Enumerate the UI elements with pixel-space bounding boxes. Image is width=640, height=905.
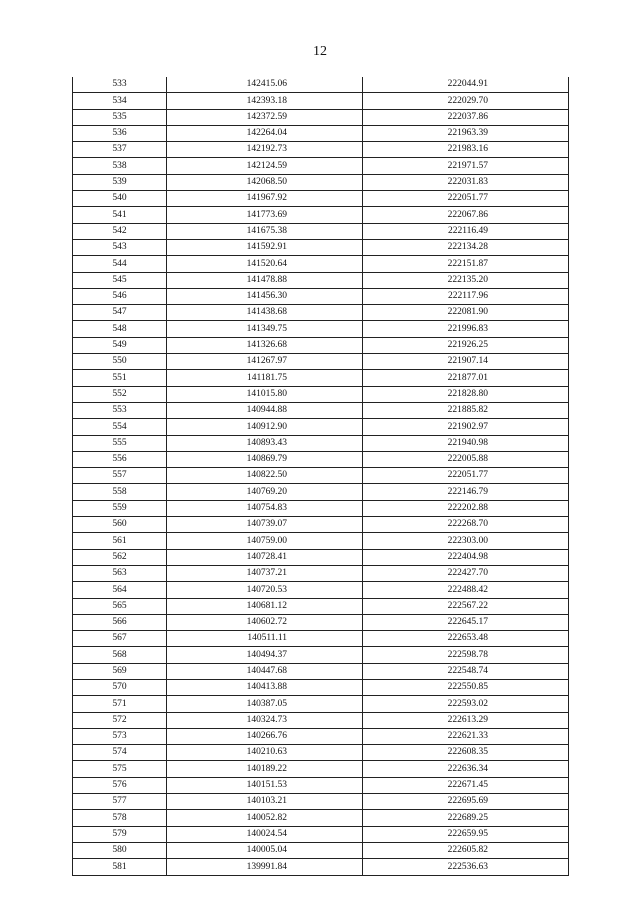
table-row [73,288,569,304]
point-number-cell: 534 [73,93,167,109]
y-coordinate-cell: 222550.85 [363,679,569,695]
table-row [73,223,569,239]
x-coordinate-cell: 141267.97 [167,354,363,370]
table-row [73,500,569,516]
table-row [73,370,569,386]
y-coordinate-cell: 222689.25 [363,810,569,826]
table-row [73,272,569,288]
table-row [73,777,569,793]
x-coordinate-cell: 141967.92 [167,191,363,207]
point-number-cell: 557 [73,468,167,484]
table-row [73,174,569,190]
point-number-cell: 575 [73,761,167,777]
point-number-cell: 541 [73,207,167,223]
y-coordinate-cell: 221907.14 [363,354,569,370]
table-row [73,549,569,565]
table-row [73,614,569,630]
y-coordinate-cell: 222268.70 [363,517,569,533]
point-number-cell: 547 [73,305,167,321]
coordinates-table-body [73,77,569,875]
point-number-cell: 568 [73,647,167,663]
x-coordinate-cell: 140869.79 [167,451,363,467]
x-coordinate-cell: 140189.22 [167,761,363,777]
y-coordinate-cell: 222548.74 [363,663,569,679]
table-row [73,794,569,810]
table-row [73,565,569,581]
y-coordinate-cell: 222067.86 [363,207,569,223]
y-coordinate-cell: 222488.42 [363,582,569,598]
x-coordinate-cell: 140769.20 [167,484,363,500]
x-coordinate-cell: 140494.37 [167,647,363,663]
y-coordinate-cell: 222695.69 [363,794,569,810]
point-number-cell: 537 [73,142,167,158]
y-coordinate-cell: 222005.88 [363,451,569,467]
point-number-cell: 545 [73,272,167,288]
point-number-cell: 549 [73,337,167,353]
x-coordinate-cell: 141181.75 [167,370,363,386]
table-row [73,158,569,174]
table-row [73,109,569,125]
x-coordinate-cell: 140912.90 [167,419,363,435]
x-coordinate-cell: 140266.76 [167,728,363,744]
point-number-cell: 535 [73,109,167,125]
point-number-cell: 561 [73,533,167,549]
point-number-cell: 565 [73,598,167,614]
point-number-cell: 536 [73,125,167,141]
table-row [73,533,569,549]
table-row [73,745,569,761]
table-row [73,826,569,842]
point-number-cell: 578 [73,810,167,826]
y-coordinate-cell: 222671.45 [363,777,569,793]
x-coordinate-cell: 141520.64 [167,256,363,272]
point-number-cell: 562 [73,549,167,565]
point-number-cell: 539 [73,174,167,190]
x-coordinate-cell: 140210.63 [167,745,363,761]
x-coordinate-cell: 140759.00 [167,533,363,549]
point-number-cell: 550 [73,354,167,370]
point-number-cell: 570 [73,679,167,695]
x-coordinate-cell: 140893.43 [167,435,363,451]
point-number-cell: 559 [73,500,167,516]
y-coordinate-cell: 222598.78 [363,647,569,663]
point-number-cell: 544 [73,256,167,272]
y-coordinate-cell: 222653.48 [363,631,569,647]
point-number-cell: 548 [73,321,167,337]
y-coordinate-cell: 222645.17 [363,614,569,630]
x-coordinate-cell: 141675.38 [167,223,363,239]
point-number-cell: 564 [73,582,167,598]
table-row [73,712,569,728]
table-row [73,239,569,255]
point-number-cell: 577 [73,794,167,810]
y-coordinate-cell: 221996.83 [363,321,569,337]
point-number-cell: 533 [73,77,167,93]
table-row [73,386,569,402]
table-row [73,582,569,598]
point-number-cell: 567 [73,631,167,647]
x-coordinate-cell: 140103.21 [167,794,363,810]
point-number-cell: 563 [73,565,167,581]
y-coordinate-cell: 222567.22 [363,598,569,614]
point-number-cell: 546 [73,288,167,304]
y-coordinate-cell: 222051.77 [363,191,569,207]
table-row [73,402,569,418]
point-number-cell: 551 [73,370,167,386]
table-row [73,663,569,679]
table-row [73,647,569,663]
y-coordinate-cell: 222044.91 [363,77,569,93]
table-row [73,191,569,207]
x-coordinate-cell: 140739.07 [167,517,363,533]
x-coordinate-cell: 142264.04 [167,125,363,141]
y-coordinate-cell: 222593.02 [363,696,569,712]
x-coordinate-cell: 140447.68 [167,663,363,679]
point-number-cell: 560 [73,517,167,533]
point-number-cell: 555 [73,435,167,451]
y-coordinate-cell: 221877.01 [363,370,569,386]
point-number-cell: 579 [73,826,167,842]
x-coordinate-cell: 140822.50 [167,468,363,484]
y-coordinate-cell: 221971.57 [363,158,569,174]
table-row [73,435,569,451]
table-row [73,93,569,109]
x-coordinate-cell: 140413.88 [167,679,363,695]
x-coordinate-cell: 141326.68 [167,337,363,353]
y-coordinate-cell: 222613.29 [363,712,569,728]
point-number-cell: 556 [73,451,167,467]
table-row [73,142,569,158]
x-coordinate-cell: 141592.91 [167,239,363,255]
y-coordinate-cell: 221885.82 [363,402,569,418]
table-row [73,598,569,614]
y-coordinate-cell: 222031.83 [363,174,569,190]
y-coordinate-cell: 222608.35 [363,745,569,761]
table-row [73,842,569,858]
x-coordinate-cell: 141349.75 [167,321,363,337]
x-coordinate-cell: 140005.04 [167,842,363,858]
y-coordinate-cell: 221983.16 [363,142,569,158]
x-coordinate-cell: 142372.59 [167,109,363,125]
point-number-cell: 538 [73,158,167,174]
y-coordinate-cell: 222151.87 [363,256,569,272]
table-row [73,77,569,93]
y-coordinate-cell: 222202.88 [363,500,569,516]
x-coordinate-cell: 141478.88 [167,272,363,288]
x-coordinate-cell: 140737.21 [167,565,363,581]
point-number-cell: 580 [73,842,167,858]
table-row [73,337,569,353]
point-number-cell: 540 [73,191,167,207]
point-number-cell: 569 [73,663,167,679]
x-coordinate-cell: 139991.84 [167,859,363,875]
table-row [73,256,569,272]
x-coordinate-cell: 140720.53 [167,582,363,598]
x-coordinate-cell: 140728.41 [167,549,363,565]
table-row [73,859,569,875]
x-coordinate-cell: 140511.11 [167,631,363,647]
x-coordinate-cell: 142192.73 [167,142,363,158]
y-coordinate-cell: 221963.39 [363,125,569,141]
table-row [73,125,569,141]
point-number-cell: 543 [73,239,167,255]
x-coordinate-cell: 142068.50 [167,174,363,190]
table-row [73,468,569,484]
point-number-cell: 581 [73,859,167,875]
x-coordinate-cell: 140944.88 [167,402,363,418]
point-number-cell: 573 [73,728,167,744]
x-coordinate-cell: 140324.73 [167,712,363,728]
y-coordinate-cell: 222037.86 [363,109,569,125]
table-row [73,484,569,500]
x-coordinate-cell: 142393.18 [167,93,363,109]
y-coordinate-cell: 222404.98 [363,549,569,565]
y-coordinate-cell: 222659.95 [363,826,569,842]
point-number-cell: 572 [73,712,167,728]
point-number-cell: 553 [73,402,167,418]
point-number-cell: 558 [73,484,167,500]
y-coordinate-cell: 222605.82 [363,842,569,858]
point-number-cell: 542 [73,223,167,239]
y-coordinate-cell: 222117.96 [363,288,569,304]
y-coordinate-cell: 222303.00 [363,533,569,549]
x-coordinate-cell: 142415.06 [167,77,363,93]
point-number-cell: 566 [73,614,167,630]
x-coordinate-cell: 140754.83 [167,500,363,516]
y-coordinate-cell: 221828.80 [363,386,569,402]
x-coordinate-cell: 141015.80 [167,386,363,402]
table-row [73,354,569,370]
table-row [73,305,569,321]
table-row [73,451,569,467]
x-coordinate-cell: 140052.82 [167,810,363,826]
x-coordinate-cell: 140151.53 [167,777,363,793]
table-row [73,761,569,777]
y-coordinate-cell: 222636.34 [363,761,569,777]
y-coordinate-cell: 222621.33 [363,728,569,744]
page-number: 12 [313,44,327,59]
y-coordinate-cell: 222029.70 [363,93,569,109]
y-coordinate-cell: 222536.63 [363,859,569,875]
y-coordinate-cell: 222135.20 [363,272,569,288]
y-coordinate-cell: 222134.28 [363,239,569,255]
x-coordinate-cell: 141456.30 [167,288,363,304]
table-row [73,728,569,744]
y-coordinate-cell: 221902.97 [363,419,569,435]
x-coordinate-cell: 141438.68 [167,305,363,321]
x-coordinate-cell: 142124.59 [167,158,363,174]
x-coordinate-cell: 140602.72 [167,614,363,630]
table-row [73,517,569,533]
table-row [73,696,569,712]
table-row [73,631,569,647]
table-row [73,419,569,435]
y-coordinate-cell: 222081.90 [363,305,569,321]
point-number-cell: 554 [73,419,167,435]
y-coordinate-cell: 221926.25 [363,337,569,353]
table-row [73,679,569,695]
coordinates-table [72,77,569,876]
point-number-cell: 552 [73,386,167,402]
table-row [73,810,569,826]
x-coordinate-cell: 141773.69 [167,207,363,223]
y-coordinate-cell: 222146.79 [363,484,569,500]
x-coordinate-cell: 140024.54 [167,826,363,842]
point-number-cell: 574 [73,745,167,761]
y-coordinate-cell: 222116.49 [363,223,569,239]
point-number-cell: 576 [73,777,167,793]
x-coordinate-cell: 140387.05 [167,696,363,712]
y-coordinate-cell: 221940.98 [363,435,569,451]
x-coordinate-cell: 140681.12 [167,598,363,614]
y-coordinate-cell: 222051.77 [363,468,569,484]
y-coordinate-cell: 222427.70 [363,565,569,581]
point-number-cell: 571 [73,696,167,712]
table-row [73,321,569,337]
table-row [73,207,569,223]
